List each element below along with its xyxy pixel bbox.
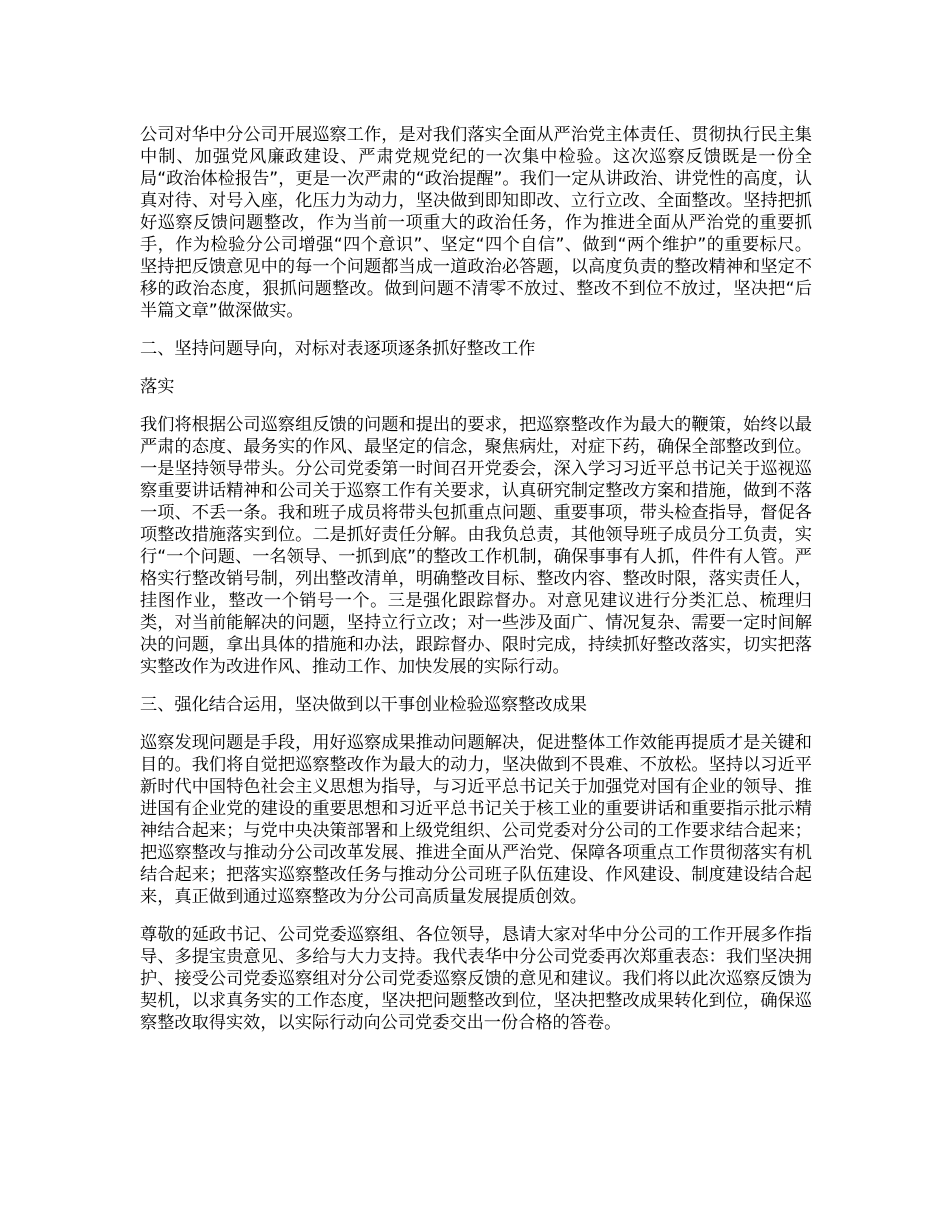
document-body xyxy=(140,124,812,1050)
paragraph-integration: 巡察发现问题是手段，用好巡察成果推动问题解决，促进整体工作效能再提质才是关键和目的。我们将自觉把巡察整改作为最大的动力，坚决做到不畏难、不放松。坚持以习近平新时代中国特色社会主义思想为指导，与习近平总书记关于加强党对国有企业的领导、推进国有企业党的建设的重要思想和习近平总书记关于核工业的重要讲话和重要指示批示精神结合起来；与党中央决策部署和上级党组织、公司党委对分公司的工作要求结合起来；把巡察整改与推动分公司改革发展、推进全面从严治党、保障各项重点工作贯彻落实有机结合起来；把落实巡察整改任务与推动分公司班子队伍建设、作风建设、制度建设结合起来，真正做到通过巡察整改为分公司高质量发展提质创效。 xyxy=(140,733,812,907)
section-heading-2-continued: 落实 xyxy=(140,377,175,397)
section-heading-2: 二、坚持问题导向，对标对表逐项逐条抓好整改工作 xyxy=(140,339,536,359)
section-heading-3: 三、强化结合运用，坚决做到以干事创业检验巡察整改成果 xyxy=(140,695,587,715)
paragraph-intro: 公司对华中分公司开展巡察工作，是对我们落实全面从严治党主体责任、贯彻执行民主集中制、加强党风廉政建设、严肃党规党纪的一次集中检验。这次巡察反馈既是一份全局“政治体检报告”，更是一次严肃的“政治提醒”。我们一定从讲政治、讲党性的高度，认真对待、对号入座，化压力为动力，坚决做到即知即改、立行立改、全面整改。坚持把抓好巡察反馈问题整改，作为当前一项重大的政治任务，作为推进全面从严治党的重要抓手，作为检验分公司增强“四个意识”、坚定“四个自信”、做到“两个维护”的重要标尺。坚持把反馈意见中的每一个问题都当成一道政治必答题，以高度负责的整改精神和坚定不移的政治态度，狠抓问题整改。做到问题不清零不放过、整改不到位不放过，坚决把“后半篇文章”做深做实。 xyxy=(140,125,812,321)
paragraph-rectification: 我们将根据公司巡察组反馈的问题和提出的要求，把巡察整改作为最大的鞭策，始终以最严肃的态度、最务实的作风、最坚定的信念，聚焦病灶，对症下药，确保全部整改到位。一是坚持领导带头。分公司党委第一时间召开党委会，深入学习习近平总书记关于巡视巡察重要讲话精神和公司关于巡察工作有关要求，认真研究制定整改方案和措施，做到不落一项、不丢一条。我和班子成员将带头包抓重点问题、重要事项，带头检查指导，督促各项整改措施落实到位。二是抓好责任分解。由我负总责，其他领导班子成员分工负责，实行“一个问题、一名领导、一抓到底”的整改工作机制，确保事事有人抓，件件有人管。严格实行整改销号制，列出整改清单，明确整改目标、整改内容、整改时限，落实责任人，挂图作业，整改一个销号一个。三是强化跟踪督办。对意见建议进行分类汇总、梳理归类，对当前能解决的问题，坚持立行立改；对一些涉及面广、情况复杂、需要一定时间解决的问题，拿出具体的措施和办法，跟踪督办、限时完成，持续抓好整改落实，切实把落实整改作为改进作风、推动工作、加快发展的实际行动。 xyxy=(140,415,812,677)
paragraph-closing: 尊敬的延政书记、公司党委巡察组、各位领导，恳请大家对华中分公司的工作开展多作指导、多提宝贵意见、多给与大力支持。我代表华中分公司党委再次郑重表态：我们坚决拥护、接受公司党委巡察组对分公司党委巡察反馈的意见和建议。我们将以此次巡察反馈为契机，以求真务实的工作态度，坚决把问题整改到位，坚决把整改成果转化到位，确保巡察整改取得实效，以实际行动向公司党委交出一份合格的答卷。 xyxy=(140,925,812,1033)
